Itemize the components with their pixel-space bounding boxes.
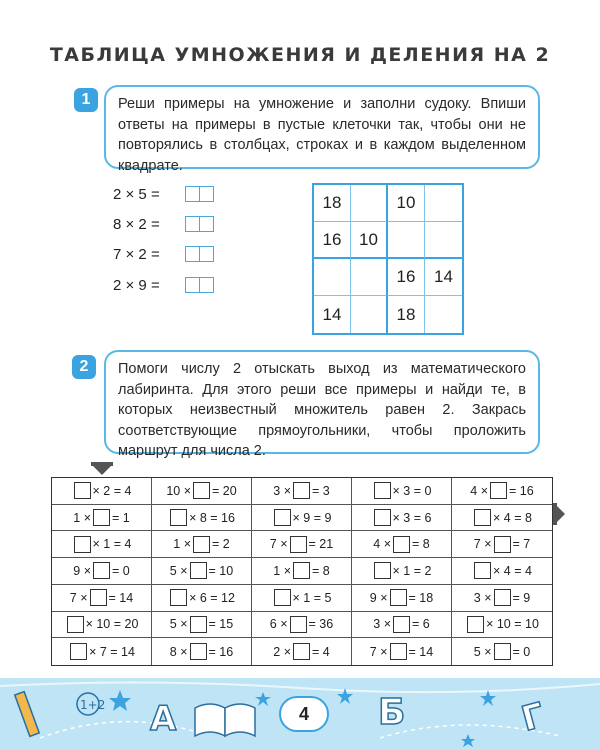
maze-cell[interactable] <box>452 585 552 612</box>
maze-cell[interactable] <box>52 505 152 532</box>
unknown-factor-box[interactable] <box>494 536 511 553</box>
maze-exit-arrowhead <box>556 505 565 523</box>
maze-expression-part: 5 × <box>169 617 188 632</box>
maze-expression-part: × 8 = 16 <box>189 510 235 525</box>
sudoku-cell[interactable] <box>314 259 351 296</box>
open-book-icon <box>195 704 255 736</box>
unknown-factor-box[interactable] <box>170 589 187 606</box>
maze-entrance-arrowhead <box>93 466 111 475</box>
maze-cell[interactable] <box>452 638 552 665</box>
unknown-factor-box[interactable] <box>393 616 410 633</box>
maze-cell[interactable] <box>352 505 452 532</box>
sudoku-cell[interactable] <box>388 222 425 259</box>
maze-expression-part: 7 × <box>473 537 492 552</box>
page-title: ТАБЛИЦА УМНОЖЕНИЯ И ДЕЛЕНИЯ НА 2 <box>49 44 551 66</box>
math-symbols-icon <box>77 693 105 715</box>
task-1-badge: 1 <box>74 88 98 112</box>
maze-cell[interactable] <box>52 638 152 665</box>
letter-g-icon <box>518 695 549 739</box>
maze-expression-part: × 1 = 5 <box>292 590 332 605</box>
unknown-factor-box[interactable] <box>293 562 310 579</box>
maze-expression-part: = 14 <box>108 590 134 605</box>
maze-expression-part: = 10 <box>208 563 234 578</box>
sudoku-grid <box>312 183 464 335</box>
maze-expression-part: 1 × <box>173 537 191 552</box>
maze-cell[interactable] <box>152 478 252 505</box>
maze-expression-part: 3 × <box>273 483 291 498</box>
unknown-factor-box[interactable] <box>74 536 91 553</box>
maze-cell[interactable] <box>152 531 252 558</box>
maze-cell[interactable] <box>352 612 452 639</box>
maze-expression-part: 9 × <box>369 590 388 605</box>
maze-expression-part: × 4 = 4 <box>493 563 532 578</box>
maze-cell[interactable] <box>352 478 452 505</box>
maze-cell[interactable] <box>52 558 152 585</box>
maze-expression-part: × 3 = 0 <box>392 483 432 498</box>
unknown-factor-box[interactable] <box>290 616 307 633</box>
maze-cell[interactable] <box>252 478 352 505</box>
maze-cell[interactable] <box>252 612 352 639</box>
sudoku-cell[interactable] <box>351 259 388 296</box>
maze-cell[interactable] <box>252 585 352 612</box>
maze-expression-part: = 7 <box>512 537 531 552</box>
sudoku-cell[interactable] <box>425 185 462 222</box>
sudoku-cell: 14 <box>425 259 462 296</box>
maze-cell[interactable] <box>52 531 152 558</box>
maze-expression-part: = 8 <box>312 563 330 578</box>
maze-cell[interactable] <box>252 505 352 532</box>
maze-expression-part: = 16 <box>509 483 534 498</box>
svg-text:1+2: 1+2 <box>80 698 106 712</box>
math-maze-grid <box>51 477 553 666</box>
maze-expression-part: 3 × <box>373 617 391 632</box>
maze-expression-part: = 9 <box>512 590 531 605</box>
maze-expression-part: × 3 = 6 <box>392 510 432 525</box>
maze-cell[interactable] <box>452 478 552 505</box>
unknown-factor-box[interactable] <box>490 482 507 499</box>
maze-expression-part: × 10 = 20 <box>85 617 139 632</box>
maze-expression-part: 5 × <box>473 644 492 659</box>
letter-a-icon <box>150 699 177 739</box>
unknown-factor-box[interactable] <box>494 589 511 606</box>
sudoku-cell[interactable] <box>425 296 462 333</box>
maze-cell[interactable] <box>252 638 352 665</box>
unknown-factor-box[interactable] <box>390 589 407 606</box>
maze-expression-part: 10 × <box>166 483 191 498</box>
sudoku-cell[interactable] <box>351 296 388 333</box>
maze-cell[interactable] <box>152 638 252 665</box>
example-expression: 8 × 2 = <box>113 215 160 233</box>
maze-cell[interactable] <box>152 558 252 585</box>
maze-expression-part: × 10 = 10 <box>486 617 539 632</box>
sudoku-cell[interactable] <box>351 185 388 222</box>
answer-box[interactable] <box>185 186 212 202</box>
maze-cell[interactable] <box>52 478 152 505</box>
maze-expression-part: 4 × <box>373 537 391 552</box>
example-row <box>113 244 212 264</box>
example-row <box>113 275 212 295</box>
unknown-factor-box[interactable] <box>390 643 407 660</box>
maze-expression-part: 7 × <box>69 590 88 605</box>
maze-expression-part: = 6 <box>412 617 430 632</box>
unknown-factor-box[interactable] <box>190 643 207 660</box>
sudoku-cell: 16 <box>388 259 425 296</box>
sudoku-cell: 10 <box>388 185 425 222</box>
maze-cell[interactable] <box>52 612 152 639</box>
maze-expression-part: = 18 <box>408 590 434 605</box>
maze-expression-part: × 1 = 4 <box>92 537 132 552</box>
unknown-factor-box[interactable] <box>90 589 107 606</box>
maze-expression-part: 7 × <box>369 644 388 659</box>
maze-expression-part: 1 × <box>73 510 91 525</box>
maze-cell[interactable] <box>352 531 452 558</box>
maze-cell[interactable] <box>352 585 452 612</box>
maze-expression-part: 1 × <box>273 563 291 578</box>
unknown-factor-box[interactable] <box>494 643 511 660</box>
unknown-factor-box[interactable] <box>193 482 210 499</box>
task-2-instructions: Помоги числу 2 отыскать выход из математического лабиринта. Для этого реши все примеры и найди те, в которых неизвестный множитель равен 2. Закрась соответствующие прямоугольники, чтобы проложить маршрут для числа 2. <box>104 350 540 454</box>
maze-cell[interactable] <box>52 585 152 612</box>
maze-expression-part: 8 × <box>169 644 188 659</box>
svg-text:Г: Г <box>517 695 549 740</box>
answer-box[interactable] <box>185 216 212 232</box>
unknown-factor-box[interactable] <box>190 562 207 579</box>
pencil-icon <box>15 692 39 737</box>
unknown-factor-box[interactable] <box>170 509 187 526</box>
unknown-factor-box[interactable] <box>70 643 87 660</box>
unknown-factor-box[interactable] <box>474 562 491 579</box>
unknown-factor-box[interactable] <box>274 509 291 526</box>
maze-expression-part: × 6 = 12 <box>189 590 235 605</box>
maze-cell[interactable] <box>152 612 252 639</box>
sudoku-cell: 10 <box>351 222 388 259</box>
task-1-instructions: Реши примеры на умножение и заполни судоку. Впиши ответы на примеры в пустые клеточки так, чтобы они не повторялись в столбцах, строках и в каждом выделенном квадрате. <box>104 85 540 169</box>
unknown-factor-box[interactable] <box>93 562 110 579</box>
maze-expression-part: = 0 <box>512 644 531 659</box>
unknown-factor-box[interactable] <box>67 616 84 633</box>
maze-expression-part: = 15 <box>208 617 234 632</box>
maze-expression-part: = 20 <box>212 483 237 498</box>
answer-box[interactable] <box>185 277 212 293</box>
unknown-factor-box[interactable] <box>74 482 91 499</box>
maze-expression-part: × 1 = 2 <box>392 563 432 578</box>
unknown-factor-box[interactable] <box>93 509 110 526</box>
unknown-factor-box[interactable] <box>393 536 410 553</box>
maze-cell[interactable] <box>352 638 452 665</box>
maze-expression-part: = 36 <box>308 617 334 632</box>
sudoku-cell: 18 <box>314 185 351 222</box>
maze-cell[interactable] <box>252 531 352 558</box>
unknown-factor-box[interactable] <box>374 509 391 526</box>
sudoku-cell: 16 <box>314 222 351 259</box>
unknown-factor-box[interactable] <box>193 536 210 553</box>
maze-expression-part: = 4 <box>312 644 330 659</box>
maze-expression-part: = 2 <box>212 537 230 552</box>
maze-cell[interactable] <box>252 558 352 585</box>
maze-expression-part: 3 × <box>473 590 492 605</box>
unknown-factor-box[interactable] <box>474 509 491 526</box>
maze-expression-part: 2 × <box>273 644 291 659</box>
example-expression: 2 × 9 = <box>113 276 160 294</box>
maze-expression-part: = 21 <box>308 537 334 552</box>
unknown-factor-box[interactable] <box>293 643 310 660</box>
sudoku-cell: 18 <box>388 296 425 333</box>
maze-cell[interactable] <box>152 585 252 612</box>
example-row <box>113 214 212 234</box>
maze-expression-part: 9 × <box>73 563 91 578</box>
maze-expression-part: × 2 = 4 <box>92 483 132 498</box>
maze-expression-part: 5 × <box>169 563 188 578</box>
maze-expression-part: × 7 = 14 <box>89 644 135 659</box>
maze-expression-part: = 1 <box>112 510 130 525</box>
answer-box[interactable] <box>185 246 212 262</box>
maze-expression-part: 6 × <box>269 617 288 632</box>
maze-expression-part: = 16 <box>208 644 234 659</box>
maze-expression-part: = 8 <box>412 537 430 552</box>
unknown-factor-box[interactable] <box>293 482 310 499</box>
unknown-factor-box[interactable] <box>374 562 391 579</box>
maze-expression-part: 4 × <box>470 483 489 498</box>
maze-expression-part: = 0 <box>112 563 130 578</box>
maze-expression-part: × 9 = 9 <box>292 510 332 525</box>
maze-cell[interactable] <box>452 612 552 639</box>
svg-text:Б: Б <box>378 692 406 733</box>
maze-expression-part: = 14 <box>408 644 434 659</box>
sudoku-cell: 14 <box>314 296 351 333</box>
example-expression: 2 × 5 = <box>113 185 160 203</box>
svg-text:А: А <box>150 699 177 739</box>
maze-expression-part: 7 × <box>269 537 288 552</box>
unknown-factor-box[interactable] <box>274 589 291 606</box>
letter-b-icon <box>378 692 405 733</box>
task-2-badge: 2 <box>72 355 96 379</box>
unknown-factor-box[interactable] <box>467 616 484 633</box>
maze-cell[interactable] <box>152 505 252 532</box>
unknown-factor-box[interactable] <box>374 482 391 499</box>
maze-cell[interactable] <box>452 505 552 532</box>
maze-cell[interactable] <box>452 531 552 558</box>
unknown-factor-box[interactable] <box>190 616 207 633</box>
maze-cell[interactable] <box>352 558 452 585</box>
sudoku-cell[interactable] <box>425 222 462 259</box>
maze-expression-part: = 3 <box>312 483 330 498</box>
example-row <box>113 184 212 204</box>
maze-cell[interactable] <box>452 558 552 585</box>
example-expression: 7 × 2 = <box>113 245 160 263</box>
unknown-factor-box[interactable] <box>290 536 307 553</box>
maze-expression-part: × 4 = 8 <box>493 510 532 525</box>
page-number: 4 <box>279 696 329 732</box>
